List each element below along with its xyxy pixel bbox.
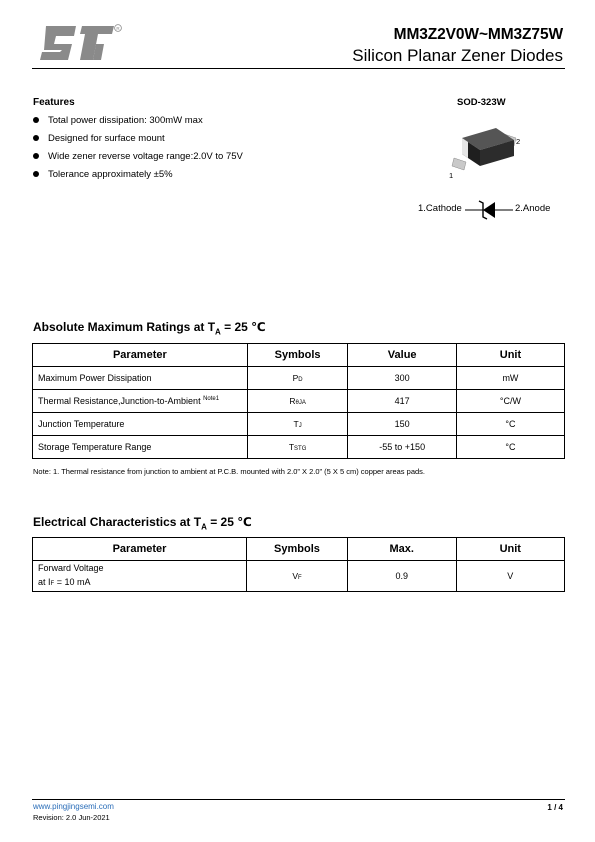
header-divider — [32, 68, 565, 69]
symbol-cell: PD — [247, 367, 348, 390]
column-header: Value — [348, 344, 456, 367]
cathode-label: 1.Cathode — [418, 203, 462, 214]
bullet-icon — [33, 135, 39, 141]
parameter-cell: Storage Temperature Range — [33, 436, 248, 459]
unit-cell: °C/W — [456, 390, 564, 413]
column-header: Max. — [347, 538, 456, 561]
table-row — [33, 436, 565, 459]
unit-cell: °C — [456, 413, 564, 436]
features-list — [33, 114, 243, 186]
feature-item: Total power dissipation: 300mW max — [33, 114, 243, 132]
parameter-cell: Junction Temperature — [33, 413, 248, 436]
package-image — [440, 120, 530, 184]
table-row — [33, 413, 565, 436]
anode-label: 2.Anode — [515, 203, 551, 214]
column-header: Parameter — [33, 344, 248, 367]
electrical-heading: Electrical Characteristics at $T_A = 25$ ℃ — [33, 515, 252, 532]
pin1-label: 1 — [449, 171, 454, 180]
symbol-cell: TJ — [247, 413, 348, 436]
unit-cell: V — [456, 561, 564, 592]
value-cell: -55 to +150 — [348, 436, 456, 459]
table-header-row — [33, 344, 565, 367]
svg-text:R: R — [116, 25, 120, 31]
symbol-cell: VF — [247, 561, 348, 592]
abs-max-table — [32, 343, 565, 459]
company-logo — [38, 22, 124, 64]
table-row — [33, 367, 565, 390]
footer-divider — [32, 799, 565, 800]
unit-cell: °C — [456, 436, 564, 459]
thermal-note: Note: 1. Thermal resistance from junction to ambient at P.C.B. mounted with 2.0” X 2.0” (5 X 5 cm) copper areas pads. — [33, 467, 425, 476]
part-number-title: MM3Z2V0W~MM3Z75W — [393, 26, 563, 43]
website-link[interactable]: www.pingjingsemi.com — [33, 802, 114, 811]
table-row — [33, 390, 565, 413]
feature-item: Wide zener reverse voltage range:2.0V to 75V — [33, 150, 243, 168]
symbol-cell: TSTG — [247, 436, 348, 459]
table-row — [33, 561, 565, 592]
parameter-cell: Maximum Power Dissipation — [33, 367, 248, 390]
feature-item: Designed for surface mount — [33, 132, 243, 150]
value-cell: 417 — [348, 390, 456, 413]
value-cell: 300 — [348, 367, 456, 390]
bullet-icon — [33, 171, 39, 177]
unit-cell: mW — [456, 367, 564, 390]
bullet-icon — [33, 117, 39, 123]
features-heading: Features — [33, 97, 75, 108]
value-cell: 150 — [348, 413, 456, 436]
electrical-table — [32, 537, 565, 592]
abs-max-heading: Absolute Maximum Ratings at $T_A = 25$ ℃ — [33, 320, 266, 337]
page-number: 1 / 4 — [547, 803, 563, 812]
column-header: Symbols — [247, 538, 348, 561]
column-header: Unit — [456, 344, 564, 367]
bullet-icon — [33, 153, 39, 159]
parameter-cell: Thermal Resistance,Junction-to-Ambient $^{Note1}$ — [33, 390, 248, 413]
column-header: Parameter — [33, 538, 247, 561]
package-label: SOD-323W — [457, 97, 506, 108]
feature-item: Tolerance approximately ±5% — [33, 168, 243, 186]
pin2-label: 2 — [516, 137, 521, 146]
document-subtitle: Silicon Planar Zener Diodes — [352, 46, 563, 65]
revision-text: Revision: 2.0 Jun-2021 — [33, 813, 110, 822]
table-header-row — [33, 538, 565, 561]
symbol-cell: RθJA — [247, 390, 348, 413]
column-header: Symbols — [247, 344, 348, 367]
column-header: Unit — [456, 538, 564, 561]
value-cell: 0.9 — [347, 561, 456, 592]
zener-diode-symbol-icon — [465, 198, 513, 222]
parameter-cell: Forward Voltage at IF = 10 mA — [33, 561, 247, 592]
